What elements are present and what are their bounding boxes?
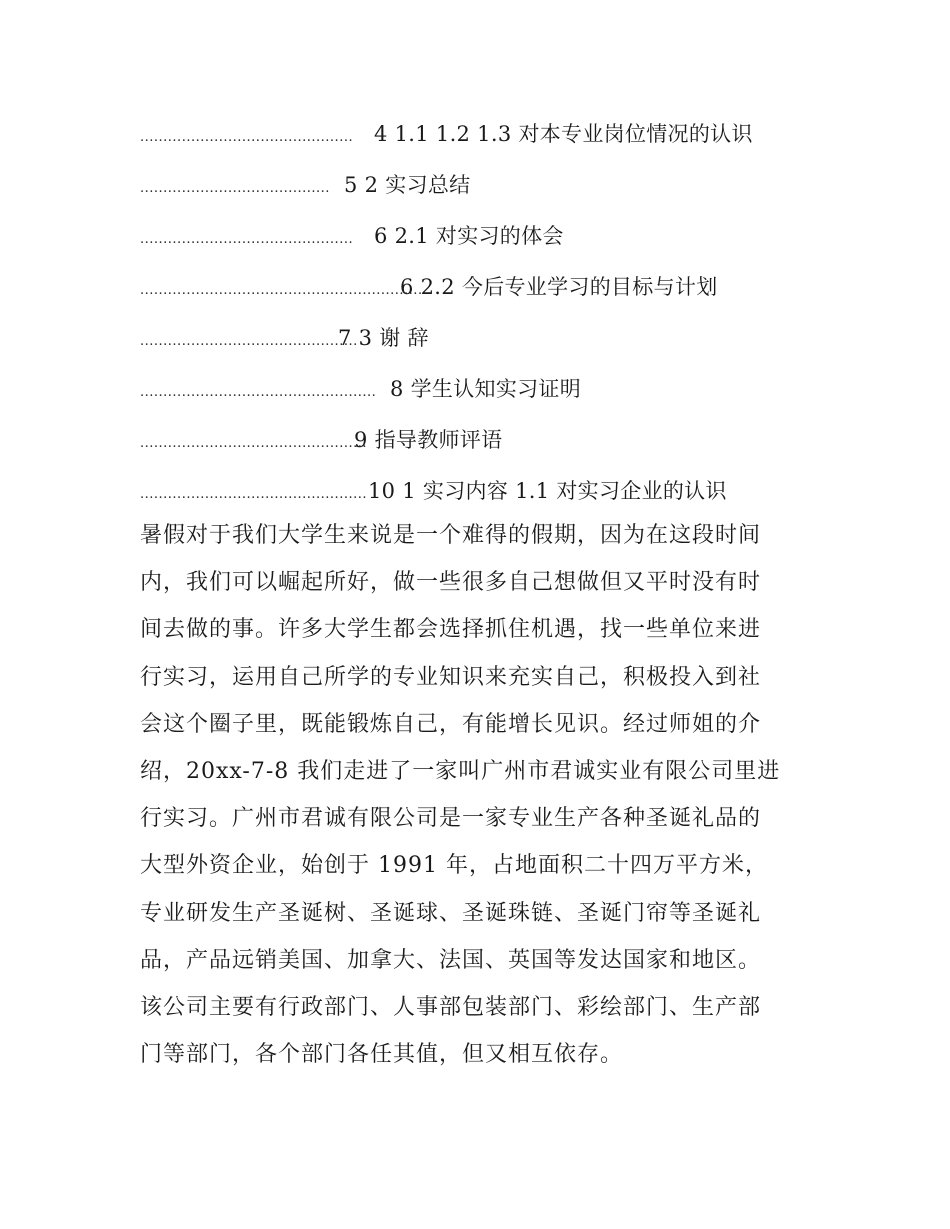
toc-entry-text: 6 2.2 今后专业学习的目标与计划 <box>400 274 718 299</box>
paragraph-line: 会这个圈子里，既能锻炼自己，有能增长见识。经过师姐的介 <box>140 711 762 737</box>
toc-entry <box>140 210 820 261</box>
toc-entry <box>140 465 820 516</box>
paragraph-line: 行实习，运用自己所学的专业知识来充实自己，积极投入到社 <box>140 664 762 690</box>
paragraph-line: 行实习。广州市君诚有限公司是一家专业生产各种圣诞礼品的 <box>140 806 762 832</box>
toc-entry <box>140 312 820 363</box>
toc-entry-text: 7 3 谢 辞 <box>338 325 429 350</box>
paragraph-line: 专业研发生产圣诞树、圣诞球、圣诞珠链、圣诞门帘等圣诞礼 <box>140 900 762 926</box>
paragraph-line: 大型外资企业，始创于 1991 年，占地面积二十四万平方米， <box>140 853 768 879</box>
paragraph-line: 内，我们可以崛起所好，做一些很多自己想做但又平时没有时 <box>140 570 762 596</box>
table-of-contents <box>140 108 820 516</box>
dot-leader: ......................................... <box>140 180 330 196</box>
paragraph-line: 暑假对于我们大学生来说是一个难得的假期，因为在这段时间 <box>140 523 762 548</box>
toc-entry <box>140 108 820 159</box>
paragraph-line: 间去做的事。许多大学生都会选择抓住机遇，找一些单位来进 <box>140 617 762 643</box>
toc-entry-text: 8 学生认知实习证明 <box>390 376 582 401</box>
dot-leader: ............................................................... <box>140 282 432 298</box>
toc-entry-text: 4 1.1 1.2 1.3 对本专业岗位情况的认识 <box>374 121 753 146</box>
toc-entry-text: 10 1 实习内容 1.1 对实习企业的认识 <box>368 478 727 503</box>
dot-leader: ................................................... <box>140 384 377 400</box>
paragraph-line: 该公司主要有行政部门、人事部包装部门、彩绘部门、生产部 <box>140 994 762 1020</box>
toc-entry <box>140 159 820 210</box>
toc-entry <box>140 261 820 312</box>
paragraph-line: 门等部门，各个部门各任其值，但又相互依存。 <box>140 1042 624 1068</box>
paragraph-line: 绍，20xx-7-8 我们走进了一家叫广州市君诚实业有限公司里进 <box>140 758 781 784</box>
dot-leader: ............................................... <box>140 333 358 349</box>
toc-entry-text: 5 2 实习总结 <box>344 172 471 197</box>
toc-entry-text: 6 2.1 对实习的体会 <box>374 223 564 248</box>
dot-leader: ................................................. <box>140 486 367 502</box>
dot-leader: .............................................. <box>140 231 354 247</box>
dot-leader: .............................................. <box>140 129 354 145</box>
toc-entry <box>140 414 820 465</box>
dot-leader: ................................................. <box>140 435 367 451</box>
paragraph-line: 品，产品远销美国、加拿大、法国、英国等发达国家和地区。 <box>140 947 762 973</box>
toc-entry <box>140 363 820 414</box>
body-paragraph <box>140 512 820 1078</box>
toc-entry-text: 9 指导教师评语 <box>354 427 503 452</box>
